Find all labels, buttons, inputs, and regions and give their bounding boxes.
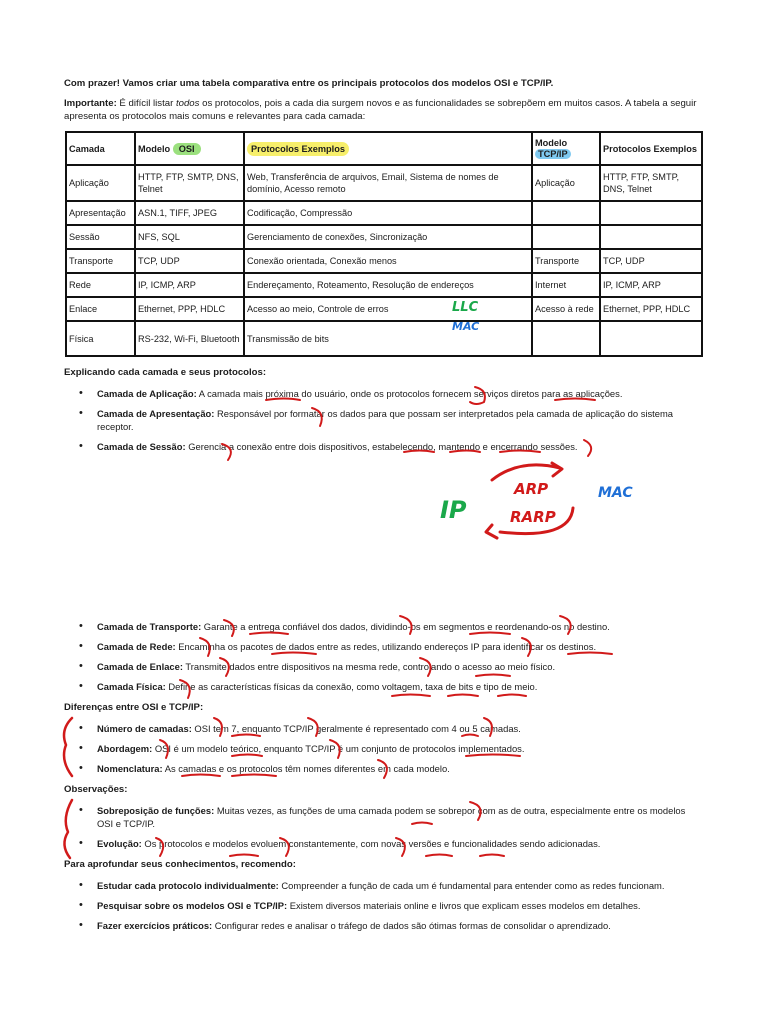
cell-tcpproto: TCP, UDP xyxy=(600,249,702,273)
table-row xyxy=(66,201,702,225)
important-pre: É difícil listar xyxy=(116,98,176,109)
cell-tcpproto xyxy=(600,321,702,356)
list-item xyxy=(64,680,704,693)
cell-func: Transmissão de bits xyxy=(244,321,532,356)
header-protocolos-tcp: Protocolos Exemplos xyxy=(600,132,702,165)
item-text: Garante a entrega confiável dos dados, dividindo-os em segmentos e reordenando-os no destino. xyxy=(201,621,610,632)
item-text: Configurar redes e analisar o tráfego de dados são ótimas formas de consolidar o aprendizado. xyxy=(212,920,611,931)
cell-func: Codificação, Compressão xyxy=(244,201,532,225)
list-item xyxy=(64,742,704,755)
list-item xyxy=(64,837,704,850)
item-label: Número de camadas: xyxy=(97,723,192,734)
cell-tcpproto: IP, ICMP, ARP xyxy=(600,273,702,297)
item-text: Transmite dados entre dispositivos na mesma rede, controlando o acesso ao meio físico. xyxy=(182,661,556,672)
cell-osi: ASN.1, TIFF, JPEG xyxy=(135,201,244,225)
item-text: Gerencia a conexão entre dois dispositivos, estabelecendo, mantendo e encerrando sessões. xyxy=(185,441,578,452)
important-note xyxy=(64,97,704,123)
cell-osi: RS-232, Wi-Fi, Bluetooth xyxy=(135,321,244,356)
list-item xyxy=(64,640,704,653)
cell-camada: Física xyxy=(66,321,135,356)
intro-text: Com prazer! Vamos criar uma tabela comparativa entre os principais protocolos dos modelos OSI e TCP/IP. xyxy=(64,78,554,89)
rarp-arrow-icon xyxy=(486,508,573,538)
item-text: Define as características físicas da conexão, como voltagem, taxa de bits e tipo de meio. xyxy=(165,681,538,692)
item-text: A camada mais próxima do usuário, onde os protocolos fornecem serviços diretos para as aplicações. xyxy=(196,388,623,399)
item-text: Responsável por formatar os dados para que possam ser interpretados pela camada de aplicação do sistema receptor. xyxy=(97,408,673,432)
cell-func: Gerenciamento de conexões, Sincronização xyxy=(244,225,532,249)
item-label: Nomenclatura: xyxy=(97,763,163,774)
cell-camada: Enlace xyxy=(66,297,135,321)
cell-func: Conexão orientada, Conexão menos xyxy=(244,249,532,273)
cell-osi: HTTP, FTP, SMTP, DNS, Telnet xyxy=(135,165,244,201)
item-label: Fazer exercícios práticos: xyxy=(97,920,213,931)
observacoes-list xyxy=(64,804,704,850)
item-label: Camada Física: xyxy=(97,681,166,692)
table-header-row xyxy=(66,132,702,165)
cell-tcpproto xyxy=(600,225,702,249)
item-text: Os protocolos e modelos evoluem constantemente, com novas versões e funcionalidades sendo adicionadas. xyxy=(141,838,601,849)
list-item xyxy=(64,407,704,433)
comparison-table xyxy=(65,131,703,357)
list-item xyxy=(64,620,704,633)
cell-tcp: Internet xyxy=(532,273,600,297)
cell-tcpproto: HTTP, FTP, SMTP, DNS, Telnet xyxy=(600,165,702,201)
header-tcp-label: Modelo xyxy=(535,137,568,148)
tcpip-highlight: TCP/IP xyxy=(535,149,571,159)
table-row xyxy=(66,321,702,356)
header-modelo-osi xyxy=(135,132,244,165)
handwritten-mac: MAC xyxy=(598,485,633,501)
cell-camada: Apresentação xyxy=(66,201,135,225)
item-label: Camada de Apresentação: xyxy=(97,408,215,419)
item-label: Sobreposição de funções: xyxy=(97,805,215,816)
cell-tcp: Acesso à rede xyxy=(532,297,600,321)
diferencas-heading: Diferenças entre OSI e TCP/IP: xyxy=(64,702,204,713)
aprofundar-list xyxy=(64,879,704,932)
list-item xyxy=(64,919,704,932)
header-camada: Camada xyxy=(66,132,135,165)
header-modelo-tcpip xyxy=(532,132,600,165)
list-item xyxy=(64,899,704,912)
list-item xyxy=(64,804,704,830)
table-row xyxy=(66,297,702,321)
header-osi-label: Modelo xyxy=(138,143,173,154)
item-text: Muitas vezes, as funções de uma camada podem se sobrepor com as de outra, especialmente entre os modelos OSI e TCP/IP. xyxy=(97,805,686,829)
list-item xyxy=(64,722,704,735)
item-text: Encaminha os pacotes de dados entre as redes, utilizando endereços IP para identificar os destinos. xyxy=(175,641,597,652)
handwritten-llc: LLC xyxy=(452,300,479,315)
table-row xyxy=(66,273,702,297)
cell-tcpproto xyxy=(600,201,702,225)
cell-tcp: Aplicação xyxy=(532,165,600,201)
cell-osi: IP, ICMP, ARP xyxy=(135,273,244,297)
item-label: Estudar cada protocolo individualmente: xyxy=(97,880,279,891)
cell-camada: Rede xyxy=(66,273,135,297)
important-post: os protocolos, pois a cada dia surgem novos e as funcionalidades se sobrepõem em muitos casos. A tabela a seguir apresenta os protocolos mais comuns e relevantes para cada camada: xyxy=(64,98,697,122)
item-label: Camada de Transporte: xyxy=(97,621,202,632)
cell-tcp xyxy=(532,201,600,225)
item-label: Camada de Aplicação: xyxy=(97,388,197,399)
cell-osi: NFS, SQL xyxy=(135,225,244,249)
list-item xyxy=(64,660,704,673)
osi-highlight: OSI xyxy=(173,143,201,155)
important-label: Importante: xyxy=(64,98,117,109)
item-text: As camadas e os protocolos têm nomes diferentes em cada modelo. xyxy=(162,763,450,774)
item-label: Abordagem: xyxy=(97,743,153,754)
aprofundar-heading: Para aprofundar seus conhecimentos, recomendo: xyxy=(64,859,296,870)
handwritten-mac-table: MAC xyxy=(452,320,480,333)
item-label: Evolução: xyxy=(97,838,142,849)
header-protocolos xyxy=(244,132,532,165)
cell-tcp: Transporte xyxy=(532,249,600,273)
observacoes-heading: Observações: xyxy=(64,784,128,795)
important-emphasis: todos xyxy=(175,98,200,109)
handwritten-arp: ARP xyxy=(514,480,549,498)
arp-arrow-icon xyxy=(492,463,562,480)
item-label: Pesquisar sobre os modelos OSI e TCP/IP: xyxy=(97,900,288,911)
item-label: Camada de Enlace: xyxy=(97,661,183,672)
list-item xyxy=(64,762,704,775)
cell-camada: Aplicação xyxy=(66,165,135,201)
cell-camada: Transporte xyxy=(66,249,135,273)
camadas-bottom-list xyxy=(64,620,704,693)
item-text: OSI tem 7, enquanto TCP/IP geralmente é representado com 4 ou 5 camadas. xyxy=(191,723,521,734)
camadas-top-list xyxy=(64,387,704,453)
table-row xyxy=(66,225,702,249)
cell-tcpproto: Ethernet, PPP, HDLC xyxy=(600,297,702,321)
handwritten-rarp: RARP xyxy=(510,508,556,526)
cell-tcp xyxy=(532,225,600,249)
cell-camada: Sessão xyxy=(66,225,135,249)
cell-osi: Ethernet, PPP, HDLC xyxy=(135,297,244,321)
item-text: OSI é um modelo teórico, enquanto TCP/IP é um conjunto de protocolos implementados. xyxy=(152,743,525,754)
item-text: Existem diversos materiais online e livros que explicam esses modelos em detalhes. xyxy=(287,900,641,911)
list-item xyxy=(64,387,704,400)
item-label: Camada de Rede: xyxy=(97,641,176,652)
item-text: Compreender a função de cada um é fundamental para entender como as redes funcionam. xyxy=(278,880,665,891)
explicando-heading: Explicando cada camada e seus protocolos: xyxy=(64,367,267,378)
table-row xyxy=(66,249,702,273)
cell-func: Acesso ao meio, Controle de erros xyxy=(244,297,532,321)
item-label: Camada de Sessão: xyxy=(97,441,186,452)
diferencas-list xyxy=(64,722,704,775)
cell-osi: TCP, UDP xyxy=(135,249,244,273)
list-item xyxy=(64,879,704,892)
protocolos-highlight: Protocolos Exemplos xyxy=(247,142,349,156)
cell-func: Endereçamento, Roteamento, Resolução de endereços xyxy=(244,273,532,297)
table-row xyxy=(66,165,702,201)
cell-func: Web, Transferência de arquivos, Email, Sistema de nomes de domínio, Acesso remoto xyxy=(244,165,532,201)
handwritten-ip: IP xyxy=(440,496,467,524)
list-item xyxy=(64,440,704,453)
cell-tcp xyxy=(532,321,600,356)
